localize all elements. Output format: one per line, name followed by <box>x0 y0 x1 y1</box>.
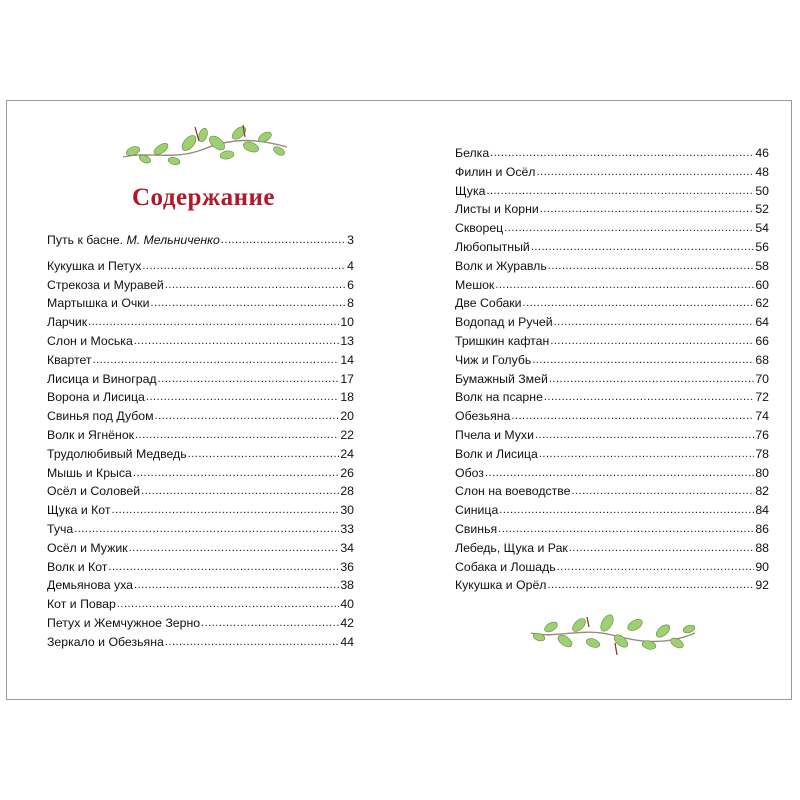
toc-entry[interactable] <box>47 257 354 276</box>
dot-leader <box>539 445 754 464</box>
toc-entry-page: 13 <box>340 333 354 348</box>
toc-entry-title: Ворона и Лисица <box>47 390 145 405</box>
toc-entry-title: Кот и Повар <box>47 597 116 612</box>
dot-leader <box>134 576 339 595</box>
toc-entry-page: 30 <box>340 503 354 518</box>
toc-entry[interactable] <box>47 576 354 595</box>
toc-entry-title: Осёл и Соловей <box>47 484 141 499</box>
toc-entry-title: Волк на псарне <box>455 390 543 405</box>
toc-entry-title: Обезьяна <box>455 409 511 424</box>
toc-entry-page: 22 <box>340 427 354 442</box>
toc-entry-page: 14 <box>340 352 354 367</box>
toc-entry-page: 82 <box>755 484 769 499</box>
dot-leader <box>498 520 754 539</box>
dot-leader <box>549 370 754 389</box>
page-title: Содержание <box>131 184 275 211</box>
toc-entry-title: Обоз <box>455 465 484 480</box>
toc-entry-page: 52 <box>755 202 769 217</box>
toc-entry-title: Мартышка и Очки <box>47 296 150 311</box>
toc-entry-page: 80 <box>755 465 769 480</box>
dot-leader <box>188 445 340 464</box>
toc-entry-title: Скворец <box>455 221 504 236</box>
toc-entry-title: Филин и Осёл <box>455 164 536 179</box>
toc-entry-page: 54 <box>755 221 769 236</box>
toc-entry-title: Бумажный Змей <box>455 371 548 386</box>
toc-entry-page: 18 <box>340 390 354 405</box>
leaf-vine-ornament-icon <box>119 121 291 169</box>
dot-leader <box>544 388 754 407</box>
toc-entry[interactable] <box>455 426 769 445</box>
toc-entry-page: 78 <box>755 446 769 461</box>
toc-entry-author: М. Мельниченко <box>126 233 220 247</box>
toc-entry-page: 26 <box>340 465 354 480</box>
dot-leader <box>550 332 754 351</box>
toc-entry[interactable] <box>455 219 769 238</box>
dot-leader <box>536 163 754 182</box>
dot-leader <box>221 231 346 250</box>
toc-entry[interactable] <box>47 294 354 313</box>
toc-entry-page: 17 <box>340 371 354 386</box>
toc-entry-title: Лебедь, Щука и Рак <box>455 540 568 555</box>
toc-list-left <box>47 231 354 652</box>
toc-entry[interactable] <box>47 426 354 445</box>
dot-leader <box>531 238 755 257</box>
toc-entry-page: 56 <box>755 239 769 254</box>
toc-entry-title: Мешок <box>455 277 495 292</box>
toc-entry[interactable] <box>455 539 769 558</box>
toc-entry[interactable] <box>455 182 769 201</box>
dot-leader <box>523 294 755 313</box>
toc-entry-page: 70 <box>755 371 769 386</box>
dot-leader <box>165 276 346 295</box>
dot-leader <box>142 257 346 276</box>
toc-entry[interactable] <box>455 257 769 276</box>
toc-entry[interactable] <box>47 276 354 295</box>
toc-entry-title: Тришкин кафтан <box>455 333 550 348</box>
dot-leader <box>535 426 754 445</box>
toc-entry-title: Волк и Журавль <box>455 258 547 273</box>
toc-entry[interactable] <box>47 332 354 351</box>
dot-leader <box>158 370 340 389</box>
toc-entry[interactable] <box>455 558 769 577</box>
dot-leader <box>135 426 339 445</box>
toc-entry[interactable] <box>455 501 769 520</box>
toc-entry[interactable] <box>47 614 354 633</box>
toc-entry-page: 64 <box>755 315 769 330</box>
dot-leader <box>557 558 755 577</box>
toc-entry-title: Волк и Кот <box>47 559 108 574</box>
toc-entry-page: 10 <box>340 315 354 330</box>
dot-leader <box>485 464 754 483</box>
toc-entry-page: 66 <box>755 333 769 348</box>
leaf-vine-ornament-icon <box>527 611 699 659</box>
dot-leader <box>88 313 339 332</box>
toc-entry-page: 90 <box>755 559 769 574</box>
toc-entry[interactable] <box>47 558 354 577</box>
toc-entry[interactable] <box>455 482 769 501</box>
dot-leader <box>165 633 339 652</box>
toc-entry-page: 34 <box>340 540 354 555</box>
toc-entry-page: 76 <box>755 427 769 442</box>
toc-entry-title: Стрекоза и Муравей <box>47 277 164 292</box>
toc-entry-title: Чиж и Голубь <box>455 352 532 367</box>
toc-entry[interactable] <box>47 445 354 464</box>
dot-leader <box>486 182 754 201</box>
toc-entry[interactable] <box>455 576 769 595</box>
dot-leader <box>499 501 754 520</box>
toc-entry[interactable] <box>455 238 769 257</box>
toc-entry-title: Свинья под Дубом <box>47 409 154 424</box>
toc-entry-title: Волк и Лисица <box>455 446 538 461</box>
toc-entry-title: Листы и Корни <box>455 202 539 217</box>
dot-leader <box>74 520 339 539</box>
dot-leader <box>201 614 339 633</box>
dot-leader <box>495 276 754 295</box>
toc-entry[interactable] <box>455 407 769 426</box>
dot-leader <box>490 144 754 163</box>
toc-entry-page: 72 <box>755 390 769 405</box>
toc-entry[interactable] <box>455 276 769 295</box>
toc-entry-title: Щука <box>455 183 486 198</box>
dot-leader <box>129 539 340 558</box>
toc-entry[interactable] <box>47 388 354 407</box>
dot-leader <box>511 407 754 426</box>
dot-leader <box>93 351 340 370</box>
toc-entry-title: Собака и Лошадь <box>455 559 556 574</box>
toc-entry[interactable] <box>47 633 354 652</box>
dot-leader <box>146 388 339 407</box>
toc-entry-title: Мышь и Крыса <box>47 465 132 480</box>
left-page <box>7 101 400 699</box>
toc-entry[interactable] <box>455 144 769 163</box>
toc-entry-page: 20 <box>340 409 354 424</box>
toc-entry-title: Пчела и Мухи <box>455 427 534 442</box>
toc-entry-title: Белка <box>455 146 490 160</box>
toc-entry-page: 88 <box>755 540 769 555</box>
toc-list-right <box>455 144 769 595</box>
toc-entry-title: Две Собаки <box>455 296 522 311</box>
toc-entry-page: 3 <box>347 233 354 247</box>
toc-entry-title: Любопытный <box>455 239 530 254</box>
book-spread <box>6 100 792 700</box>
toc-entry[interactable] <box>455 370 769 389</box>
toc-entry-page: 46 <box>755 146 769 160</box>
dot-leader <box>569 539 755 558</box>
toc-entry[interactable] <box>47 520 354 539</box>
dot-leader <box>151 294 347 313</box>
toc-entry-page: 36 <box>340 559 354 574</box>
toc-entry-title: Зеркало и Обезьяна <box>47 634 164 649</box>
toc-entry-title: Слон на воеводстве <box>455 484 571 499</box>
dot-leader <box>504 219 754 238</box>
toc-entry-title: Трудолюбивый Медведь <box>47 446 187 461</box>
toc-entry[interactable] <box>47 501 354 520</box>
toc-entry-page: 44 <box>340 634 354 649</box>
dot-leader <box>554 313 755 332</box>
toc-entry[interactable] <box>47 407 354 426</box>
toc-entry-title: Синица <box>455 503 499 518</box>
dot-leader <box>547 576 754 595</box>
toc-entry-page: 4 <box>347 258 354 273</box>
toc-entry-page: 60 <box>755 277 769 292</box>
toc-entry-title: Щука и Кот <box>47 503 111 518</box>
toc-entry[interactable] <box>47 313 354 332</box>
toc-entry-page: 48 <box>755 164 769 179</box>
toc-entry-page: 84 <box>755 503 769 518</box>
toc-entry-page: 86 <box>755 521 769 536</box>
toc-entry[interactable] <box>455 313 769 332</box>
toc-entry-page: 42 <box>340 615 354 630</box>
toc-entry-page: 38 <box>340 578 354 593</box>
dot-leader <box>141 482 339 501</box>
toc-entry[interactable] <box>455 464 769 483</box>
toc-entry-page: 40 <box>340 597 354 612</box>
dot-leader <box>572 482 755 501</box>
toc-entry[interactable] <box>47 370 354 389</box>
toc-entry[interactable] <box>47 231 354 250</box>
toc-entry-title: Петух и Жемчужное Зерно <box>47 615 201 630</box>
toc-entry[interactable] <box>47 595 354 614</box>
toc-entry-title: Осёл и Мужик <box>47 540 128 555</box>
toc-entry[interactable] <box>455 388 769 407</box>
dot-leader <box>548 257 755 276</box>
toc-entry-page: 74 <box>755 409 769 424</box>
dot-leader <box>540 200 755 219</box>
toc-entry-page: 68 <box>755 352 769 367</box>
dot-leader <box>133 464 339 483</box>
toc-entry[interactable] <box>47 482 354 501</box>
toc-entry[interactable] <box>455 294 769 313</box>
toc-entry[interactable] <box>455 351 769 370</box>
toc-entry-title: Волк и Ягнёнок <box>47 427 135 442</box>
toc-entry-title: Туча <box>47 521 74 536</box>
toc-entry[interactable] <box>47 539 354 558</box>
toc-entry-title: Квартет <box>47 352 92 367</box>
toc-entry-page: 33 <box>340 521 354 536</box>
dot-leader <box>532 351 754 370</box>
toc-entry-title: Водопад и Ручей <box>455 315 553 330</box>
toc-entry-page: 8 <box>347 296 354 311</box>
toc-entry[interactable] <box>455 332 769 351</box>
dot-leader <box>117 595 339 614</box>
toc-entry[interactable] <box>455 163 769 182</box>
toc-entry-page: 50 <box>755 183 769 198</box>
dot-leader <box>112 501 340 520</box>
dot-leader <box>108 558 339 577</box>
toc-entry-page: 24 <box>340 446 354 461</box>
toc-entry-title: Кукушка и Орёл <box>455 578 547 593</box>
toc-entry-title: Лисица и Виноград <box>47 371 157 386</box>
dot-leader <box>134 332 340 351</box>
toc-entry-title: Свинья <box>455 521 498 536</box>
dot-leader <box>155 407 340 426</box>
toc-entry-title: Путь к басне. М. Мельниченко <box>47 233 220 247</box>
toc-entry-page: 62 <box>755 296 769 311</box>
toc-entry-title: Слон и Моська <box>47 333 133 348</box>
toc-entry-title: Ларчик <box>47 315 88 330</box>
toc-entry[interactable] <box>455 520 769 539</box>
toc-entry-page: 92 <box>755 578 769 593</box>
toc-entry[interactable] <box>47 464 354 483</box>
toc-entry-page: 28 <box>340 484 354 499</box>
toc-entry[interactable] <box>455 200 769 219</box>
toc-entry-title: Кукушка и Петух <box>47 258 142 273</box>
toc-entry-page: 6 <box>347 277 354 292</box>
toc-entry[interactable] <box>47 351 354 370</box>
toc-entry[interactable] <box>455 445 769 464</box>
right-page <box>400 101 793 699</box>
toc-entry-page: 58 <box>755 258 769 273</box>
toc-entry-title: Демьянова уха <box>47 578 133 593</box>
